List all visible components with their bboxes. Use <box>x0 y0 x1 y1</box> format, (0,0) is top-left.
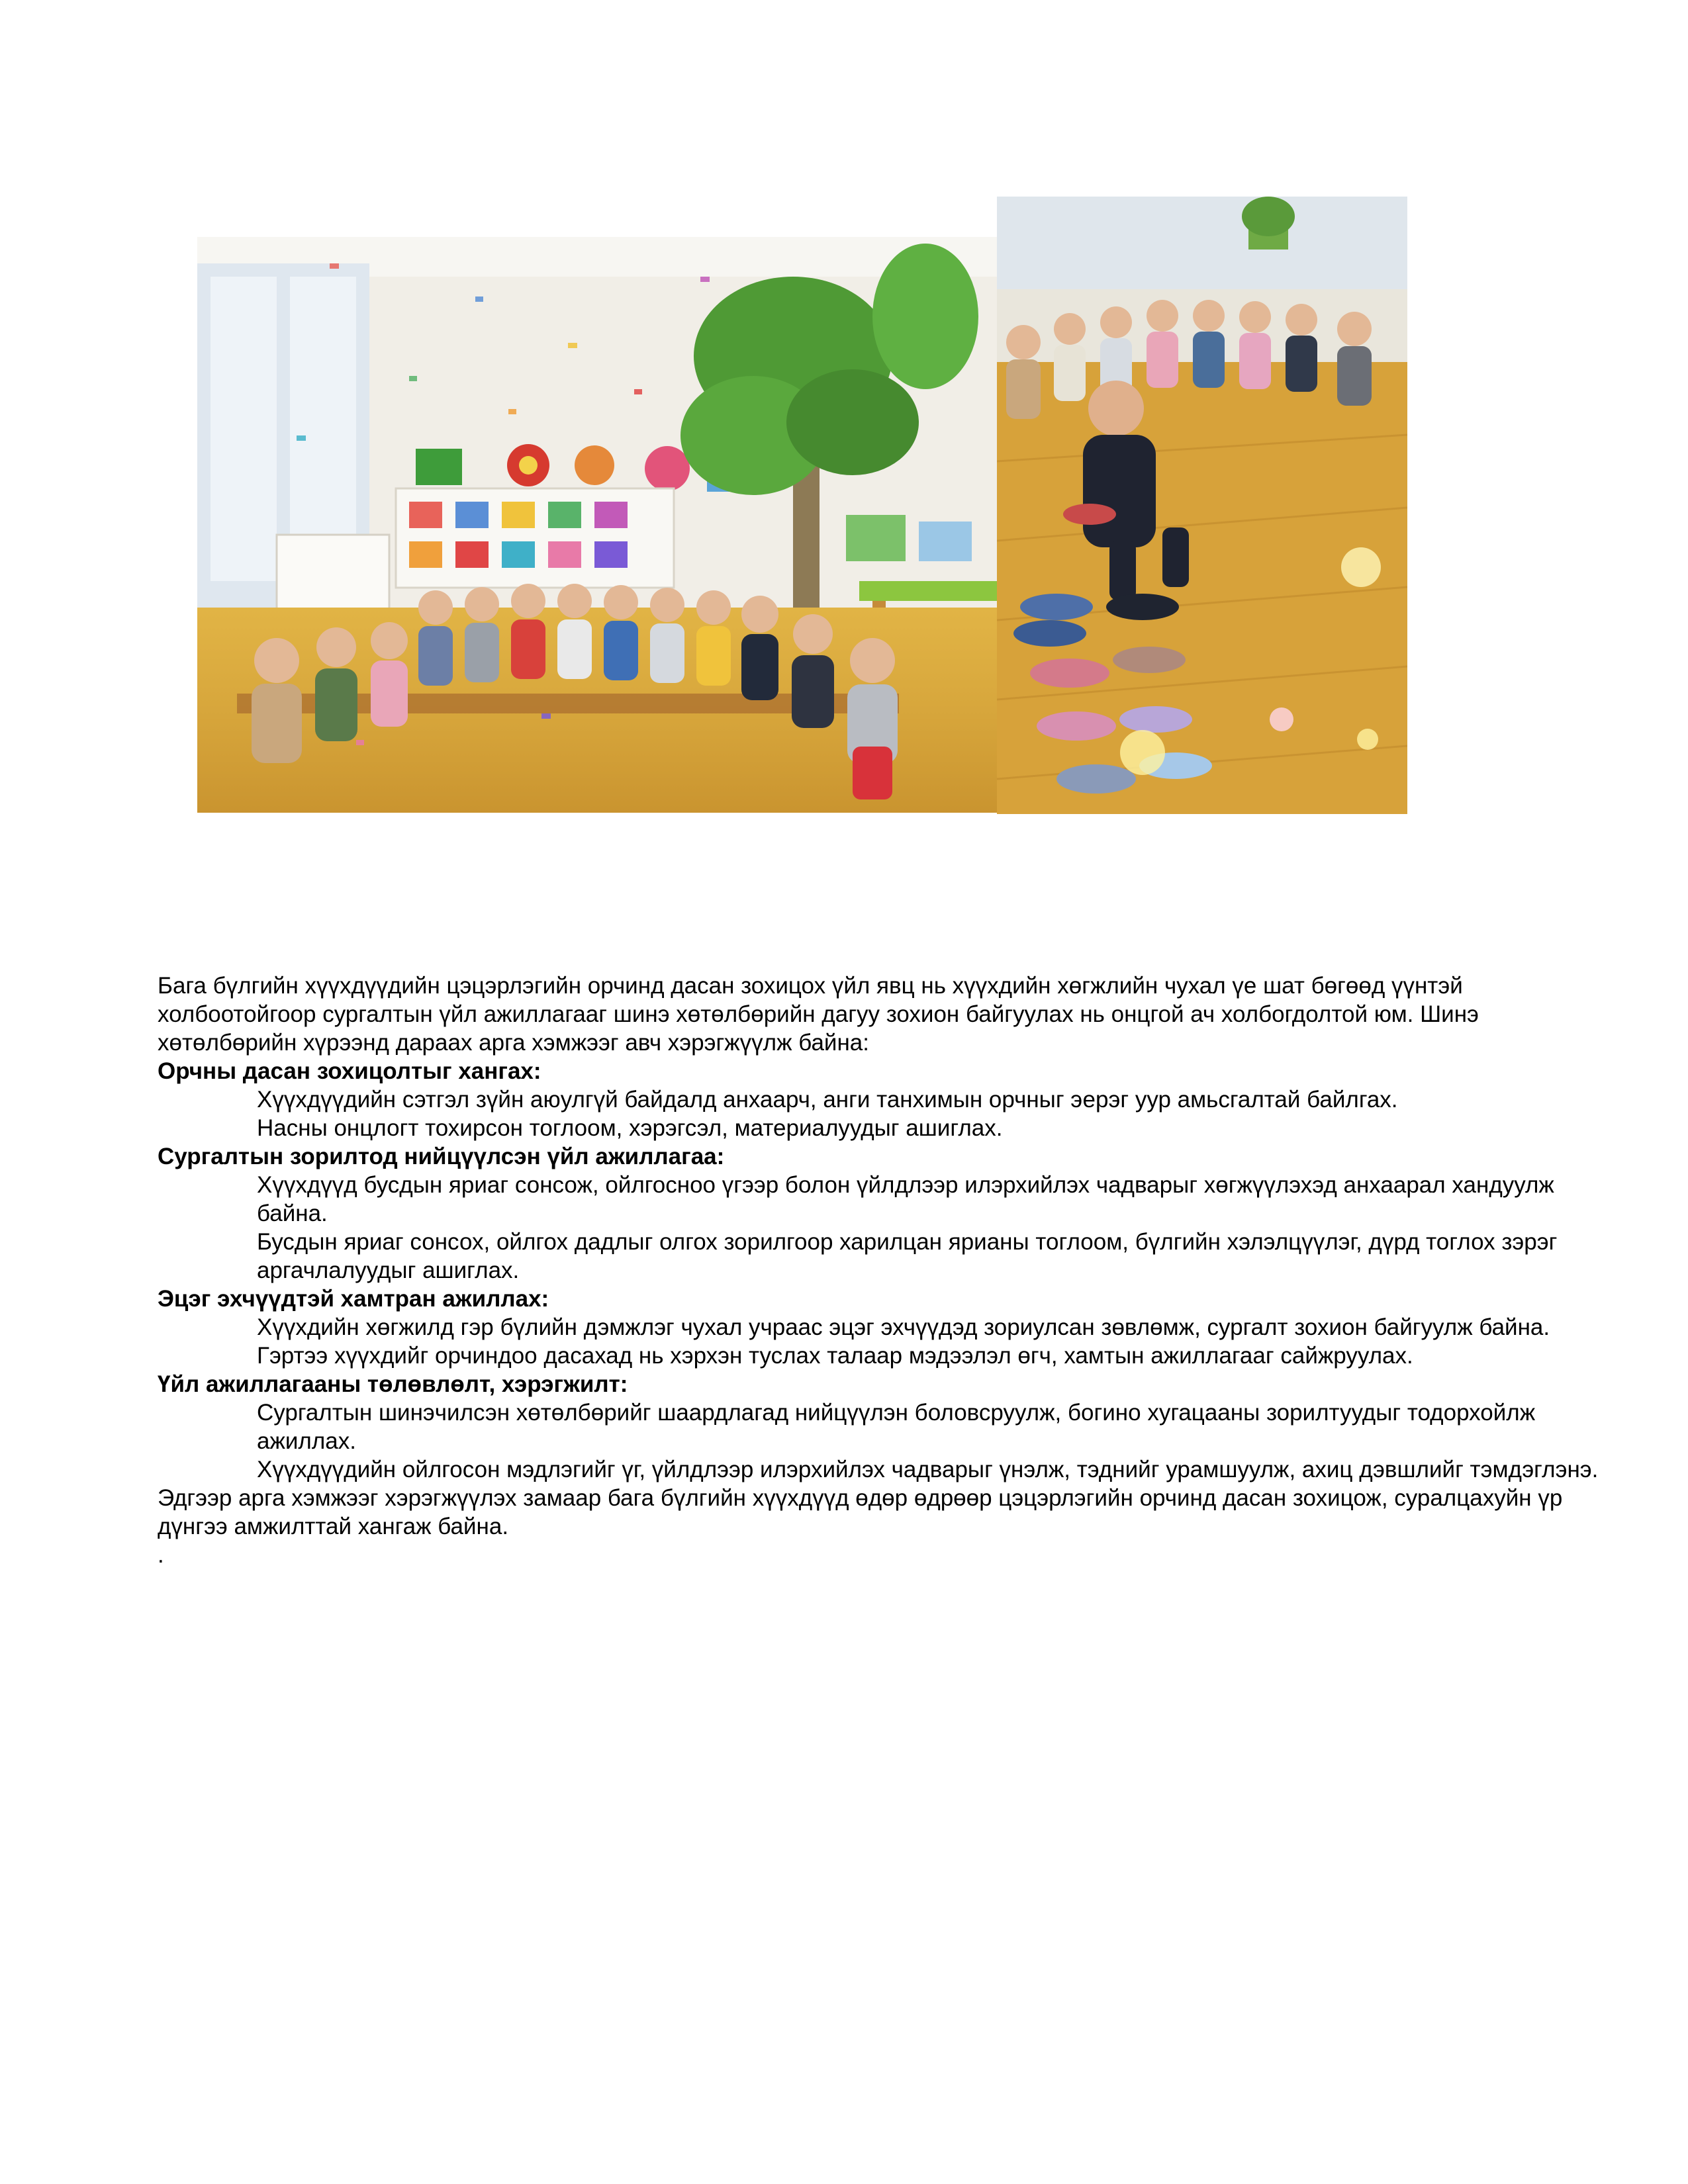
intro-paragraph: Бага бүлгийн хүүхдүүдийн цэцэрлэгийн орчинд дасан зохицох үйл явц нь хүүхдийн хөгжлийн чухал үе шат бөгөөд үүнтэй холбоотойгоор сургалтын үйл ажиллагааг шинэ хөтөлбөрийн дагуу зохион байгуулах нь онцгой ач холбогдолтой юм. Шинэ хөтөлбөрийн хүрээнд дараах арга хэмжээг авч хэрэгжүүлж байна: <box>158 973 1479 1056</box>
section-heading: Эцэг эхчүүдтэй хамтран ажиллах: <box>158 1286 549 1312</box>
section-item: Гэртээ хүүхдийг орчиндоо дасахад нь хэрхэн туслах талаар мэдээлэл өгч, хамтын ажиллагааг сайжруулах. <box>257 1343 1413 1369</box>
document-body <box>158 972 1614 1569</box>
classroom-photo <box>197 237 997 813</box>
section-item: Сургалтын шинэчилсэн хөтөлбөрийг шаардлагад нийцүүлэн боловсруулж, богино хугацааны зорилтуудыг тодорхойлж ажиллах. <box>257 1400 1536 1454</box>
conclusion-paragraph: Эдгээр арга хэмжээг хэрэгжүүлэх замаар бага бүлгийн хүүхдүүд өдөр өдрөөр цэцэрлэгийн орчинд дасан зохицож, суралцахуйн үр дүнгээ амжилттай хангаж байна. <box>158 1485 1563 1539</box>
section-item: Хүүхдүүд бусдын яриаг сонсож, ойлгосноо үгээр болон үйлдлээр илэрхийлэх чадварыг хөгжүүлэхэд анхаарал хандуулж байна. <box>257 1172 1554 1226</box>
section-heading: Үйл ажиллагааны төлөвлөлт, хэрэгжилт: <box>158 1371 628 1397</box>
classroom-photo-illustration <box>197 237 997 813</box>
section-item: Хүүхдийн хөгжилд гэр бүлийн дэмжлэг чухал учраас эцэг эхчүүдэд зориулсан зөвлөмж, сургалт зохион байгуулж байна. <box>257 1314 1550 1340</box>
section-heading: Орчны дасан зохицолтыг хангах: <box>158 1058 541 1084</box>
section-item: Хүүхдүүдийн сэтгэл зүйн аюулгүй байдалд анхаарч, анги танхимын орчныг эерэг уур амьсгалтай байлгах. <box>257 1087 1398 1113</box>
shoes-activity-photo-illustration <box>997 197 1407 814</box>
section-item: Насны онцлогт тохирсон тоглоом, хэрэгсэл, материалуудыг ашиглах. <box>257 1115 1003 1141</box>
section-heading: Сургалтын зорилтод нийцүүлсэн үйл ажиллагаа: <box>158 1144 725 1169</box>
section-item: Бусдын яриаг сонсох, ойлгох дадлыг олгох зорилгоор харилцан ярианы тоглоом, бүлгийн хэлэлцүүлэг, дүрд тоглох зэрэг аргачлалуудыг ашиглах. <box>257 1229 1558 1283</box>
section-item: Хүүхдүүдийн ойлгосон мэдлэгийг үг, үйлдлээр илэрхийлэх чадварыг үнэлж, тэднийг урамшуулж, ахиц дэвшлийг тэмдэглэнэ. <box>257 1457 1599 1482</box>
shoes-activity-photo <box>997 197 1407 814</box>
trailing-mark: . <box>158 1542 164 1568</box>
